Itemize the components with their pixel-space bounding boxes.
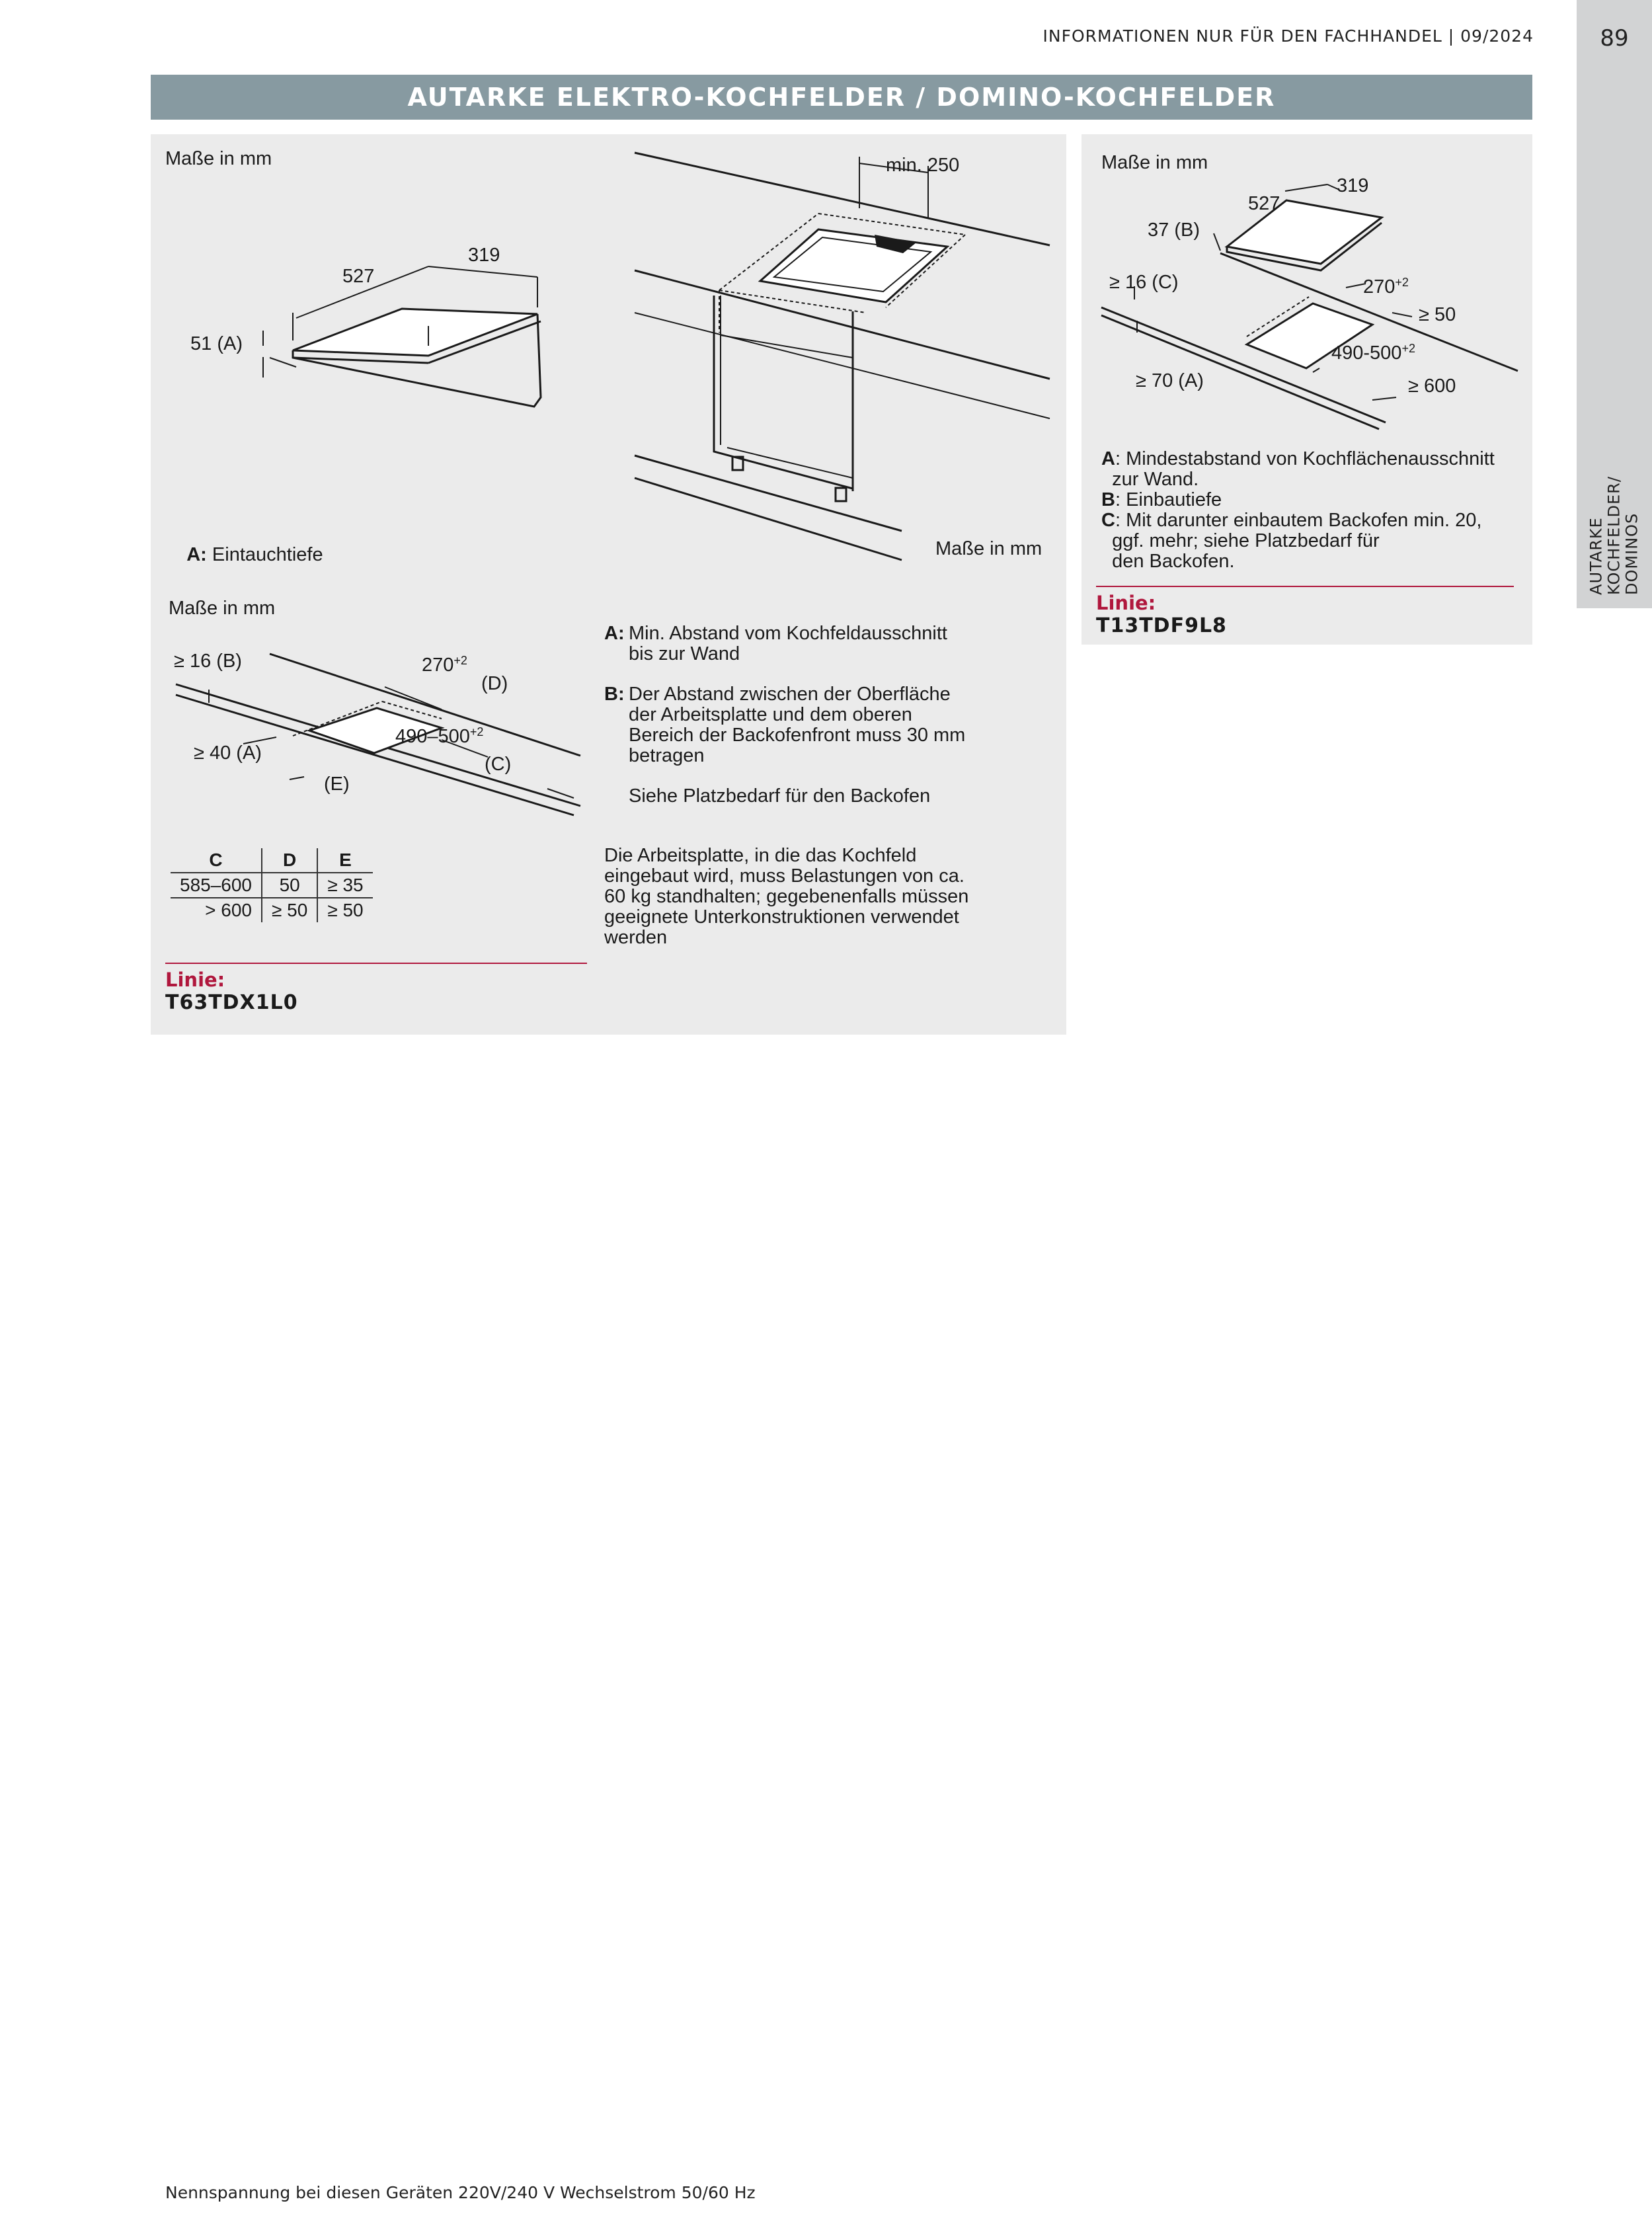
note-a [604, 623, 1027, 664]
table-header: C [171, 848, 262, 873]
linie-value: T13TDF9L8 [1096, 614, 1227, 637]
dim-c: ≥ 16 (C) [1109, 272, 1179, 293]
label-e: (E) [324, 774, 350, 795]
dim-51: 51 (A) [190, 333, 243, 354]
linie-label: Linie: [1096, 592, 1156, 614]
dim-270 [1363, 276, 1409, 298]
linie-label: Linie: [165, 969, 225, 991]
dim-490-500-val: 490–500 [395, 726, 470, 747]
dim-490-500 [1331, 342, 1415, 364]
table-cell: ≥ 50 [262, 898, 317, 922]
note-b-text: : Einbautiefe [1115, 489, 1222, 510]
cutout-dimension-figure [151, 134, 613, 835]
dim-270 [422, 654, 467, 676]
dim-270-sup: +2 [453, 654, 467, 667]
dim-a: ≥ 70 (A) [1136, 370, 1204, 391]
note-a-text: Min. Abstand vom Kochfeldausschnitt bis zur Wand [629, 623, 947, 664]
note-c [1101, 510, 1524, 572]
note-b-key: B: [604, 684, 625, 705]
fig1-legend-key: A: [186, 544, 207, 565]
dim-min-250: min. 250 [886, 155, 960, 176]
footer-note: Nennspannung bei diesen Geräten 220V/240 V Wechselstrom 50/60 Hz [165, 2183, 756, 2202]
dim-527: 527 [1248, 193, 1280, 214]
table-cell: > 600 [205, 900, 253, 920]
dim-270-val: 270 [1363, 276, 1396, 298]
dim-490-500-sup: +2 [1401, 342, 1415, 355]
dim-319: 319 [1337, 175, 1369, 196]
linie-rule [165, 963, 587, 964]
note-c-key: C [1101, 510, 1115, 531]
dim-319: 319 [468, 245, 500, 266]
dim-side: ≥ 50 [1419, 304, 1456, 325]
linie-value: T63TDX1L0 [165, 991, 298, 1014]
note-c-text: : Mit darunter einbautem Backofen min. 20, ggf. mehr; siehe Platzbedarf für den Backofen. [1112, 510, 1482, 572]
fig2-dims-label: Maße in mm [935, 538, 1042, 559]
dim-b: 37 (B) [1148, 219, 1200, 241]
dim-front: ≥ 600 [1408, 376, 1456, 397]
linie-rule [1096, 586, 1514, 587]
right-panel [1082, 134, 1532, 645]
table-row [171, 898, 373, 922]
table-cell: ≥ 50 [317, 898, 372, 922]
note-a-key: A: [604, 623, 625, 644]
dims-label: Maße in mm [165, 148, 272, 169]
dim-b: ≥ 16 (B) [174, 651, 242, 672]
dims-label-3: Maße in mm [169, 598, 276, 619]
fig1-legend-text: Eintauchtiefe [212, 544, 323, 565]
dims-label: Maße in mm [1101, 152, 1208, 173]
dim-a: ≥ 40 (A) [194, 742, 262, 764]
table-header: D [262, 848, 317, 873]
note-a-text: : Mindestabstand von Kochflächenausschnitt zur Wand. [1112, 448, 1495, 490]
note-b-key: B [1101, 489, 1115, 510]
domino-dimension-figure [1082, 134, 1532, 438]
table-cell: ≥ 35 [317, 873, 372, 898]
dim-490-500 [395, 725, 483, 747]
side-tab [1577, 463, 1652, 602]
table-header: E [317, 848, 372, 873]
note-b [604, 684, 1027, 766]
dim-270-val: 270 [422, 655, 454, 676]
note-backofen: Siehe Platzbedarf für den Backofen [629, 785, 931, 807]
table-row [171, 873, 373, 898]
dim-527: 527 [342, 266, 375, 287]
table-header-row [171, 848, 373, 873]
left-panel [151, 134, 1066, 1035]
page-title: AUTARKE ELEKTRO-KOCHFELDER / DOMINO-KOCHFELDER [151, 75, 1532, 120]
table-cell: 50 [262, 873, 317, 898]
dimension-table [171, 848, 373, 922]
worktop-note: Die Arbeitsplatte, in die das Kochfeld eingebaut wird, muss Belastungen von ca. 60 kg standhalten; gegebenenfalls müssen geeignete Unterkonstruktionen verwendet werden [604, 845, 969, 948]
label-c: (C) [485, 754, 512, 775]
table-cell: 585–600 [171, 873, 262, 898]
header-info: INFORMATIONEN NUR FÜR DEN FACHHANDEL | 09/2024 [1042, 26, 1534, 46]
dim-490-500-val: 490-500 [1331, 342, 1402, 364]
side-tab-label: AUTARKE KOCHFELDER/ DOMINOS [1587, 476, 1641, 595]
note-a-key: A [1101, 448, 1115, 469]
note-b-text: Der Abstand zwischen der Oberfläche der Arbeitsplatte und dem oberen Bereich der Backofenfront muss 30 mm betragen [629, 684, 966, 766]
note-a [1101, 449, 1524, 490]
note-b [1101, 490, 1524, 510]
label-d: (D) [481, 673, 508, 694]
dim-270-sup: +2 [1395, 276, 1409, 289]
dim-490-500-sup: +2 [469, 725, 484, 738]
page-number: 89 [1600, 25, 1629, 52]
